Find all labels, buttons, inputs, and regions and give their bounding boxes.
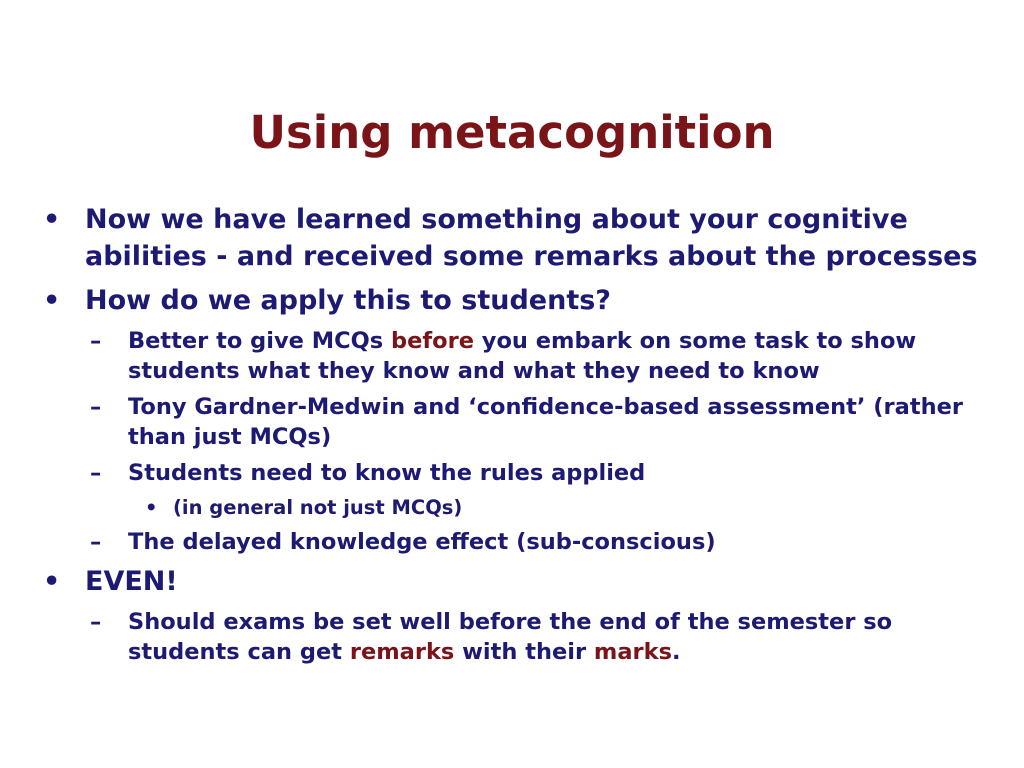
slide-title: Using metacognition — [249, 106, 775, 159]
highlight-text: marks — [593, 639, 673, 665]
sub-bullet-text: you embark on some task to show students what they know and what they need to know — [128, 328, 917, 384]
bullet-item — [40, 201, 990, 275]
dash-marker: – — [90, 460, 102, 486]
bullet-marker: • — [43, 566, 61, 597]
sub-bullet-item — [40, 392, 990, 452]
bullet-item — [40, 563, 990, 600]
bullet-text: Now we have learned something about your cognitive abilities - and received some remarks about the processes — [85, 204, 978, 272]
sub-bullet-item — [40, 527, 990, 557]
sub-bullet-item — [40, 326, 990, 386]
dash-marker: – — [90, 394, 102, 420]
dash-marker: – — [90, 609, 102, 635]
highlight-text: remarks — [349, 639, 455, 665]
bullet-marker: • — [43, 204, 61, 235]
slide-content — [40, 201, 990, 673]
sub-bullet-item — [40, 458, 990, 488]
sub-sub-bullet-text: (in general not just MCQs) — [173, 496, 463, 519]
bullet-text: How do we apply this to students? — [85, 285, 611, 316]
bullet-marker: • — [43, 285, 61, 316]
sub-bullet-item — [40, 607, 990, 667]
bullet-marker: • — [145, 496, 158, 519]
highlight-text: before — [391, 328, 474, 354]
bullet-text: EVEN! — [85, 566, 178, 597]
bullet-item — [40, 282, 990, 319]
sub-sub-bullet-item — [40, 494, 990, 522]
sub-bullet-text: Should exams be set well before the end of the semester so students can get — [128, 609, 893, 665]
dash-marker: – — [90, 529, 102, 555]
sub-bullet-text: Better to give MCQs — [128, 328, 391, 354]
sub-bullet-text: Tony Gardner-Medwin and ‘confidence-based assessment’ (rather than just MCQs) — [128, 394, 963, 450]
sub-bullet-text: with their — [454, 639, 594, 665]
dash-marker: – — [90, 328, 102, 354]
sub-bullet-text: . — [672, 639, 681, 665]
sub-bullet-text: Students need to know the rules applied — [128, 460, 646, 486]
sub-bullet-text: The delayed knowledge effect (sub-conscious) — [128, 529, 716, 555]
